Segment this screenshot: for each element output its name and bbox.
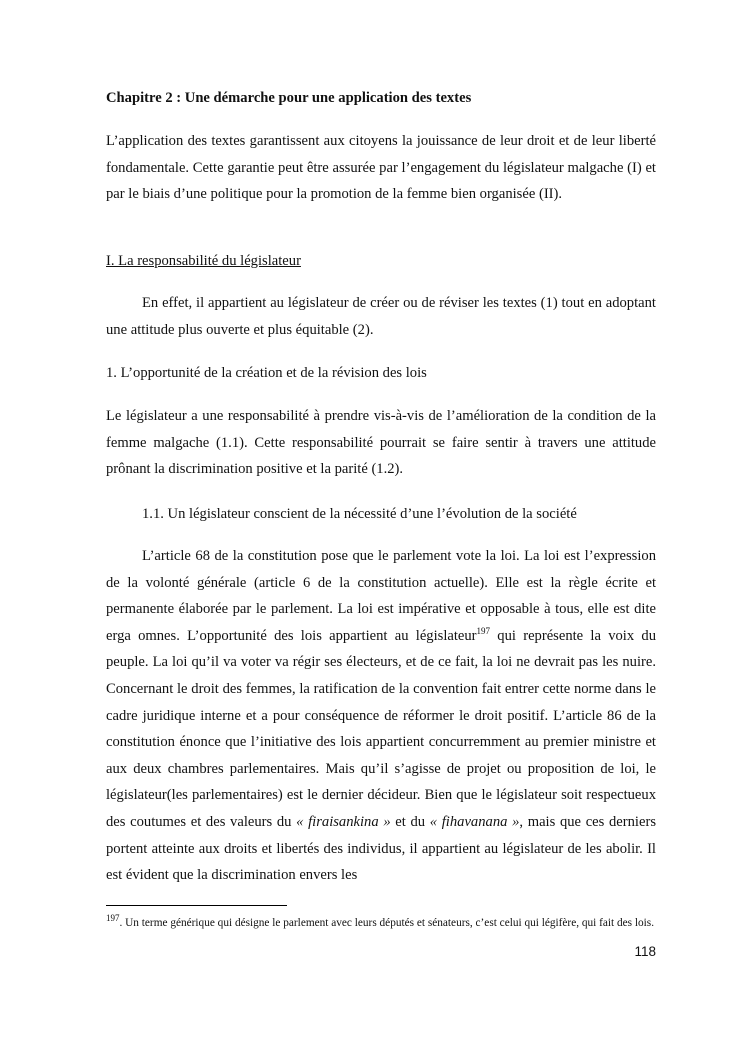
footnote-reference: 197 [476,625,491,636]
section-intro-paragraph: En effet, il appartient au législateur de créer ou de réviser les textes (1) tout en adoptant une attitude plus ouverte et plus équitable (2). [106,295,656,338]
subsection-paragraph: Le législateur a une responsabilité à prendre vis-à-vis de l’amélioration de la condition de la femme malgache (1.1). Cette responsabilité pourrait se faire sentir à travers une attitude prônant la discrimination positive et la parité (1.2). [106,408,656,478]
footnote-separator [106,905,287,906]
body-text-part4: , mais que ces derniers portent atteinte aux droits et libertés des individus, il appartient au législateur de les abolir. Il est évident que la discrimination envers les [106,813,656,884]
section-heading: I. La responsabilité du législateur [106,253,301,269]
footnote-text: . Un terme générique qui désigne le parlement avec leurs députés et sénateurs, c’est celui qui légifère, qui fait des lois. [119,917,655,929]
footnote-number: 197 [106,913,120,924]
body-text-part1: L’article 68 de la constitution pose que le parlement vote la loi. La loi est l’expression de la volonté générale (article 6 de la constitution actuelle). Elle est la règle écrite et permanente élaborée par le parlement. La loi est impérative et opposable à tous, elle est dite erga omnes. L’opportunité des lois appartient au législateur [106,548,656,644]
subsubsection-heading: 1.1. Un législateur conscient de la nécessité d’une l’évolution de la société [142,506,577,522]
page-number: 118 [634,944,656,959]
body-text-part2: qui représente la voix du peuple. La loi qu’il va voter va régir ses électeurs, et de ce fait, la loi ne devrait pas les nuire. Concernant le droit des femmes, la ratification de la convention fait entrer cette norme dans le cadre juridique interne et a pour conséquence de réformer le droit positif. L’article 86 de la constitution énonce que l’initiative des lois appartient concurremment au premier ministre et aux deux chambres parlementaires. Mais qu’il s’agisse de projet ou proposition de loi, le législateur(les parlementaires) est le dernier décideur. Bien que le législateur soit respectueux des coutumes et des valeurs du [106,627,656,830]
term-fihavanana: « fihavanana » [429,813,520,830]
subsection-heading: 1. L’opportunité de la création et de la révision des lois [106,365,427,381]
body-paragraph [106,543,656,889]
term-firaisankina: « firaisankina » [296,813,391,830]
footnote [106,915,656,931]
intro-paragraph: L’application des textes garantissent aux citoyens la jouissance de leur droit et de leur liberté fondamentale. Cette garantie peut être assurée par l’engagement du législateur malgache (I) et par le biais d’une politique pour la promotion de la femme bien organisée (II). [106,133,656,203]
chapter-title: Chapitre 2 : Une démarche pour une application des textes [106,90,472,106]
body-text-part3: et du [390,813,430,830]
